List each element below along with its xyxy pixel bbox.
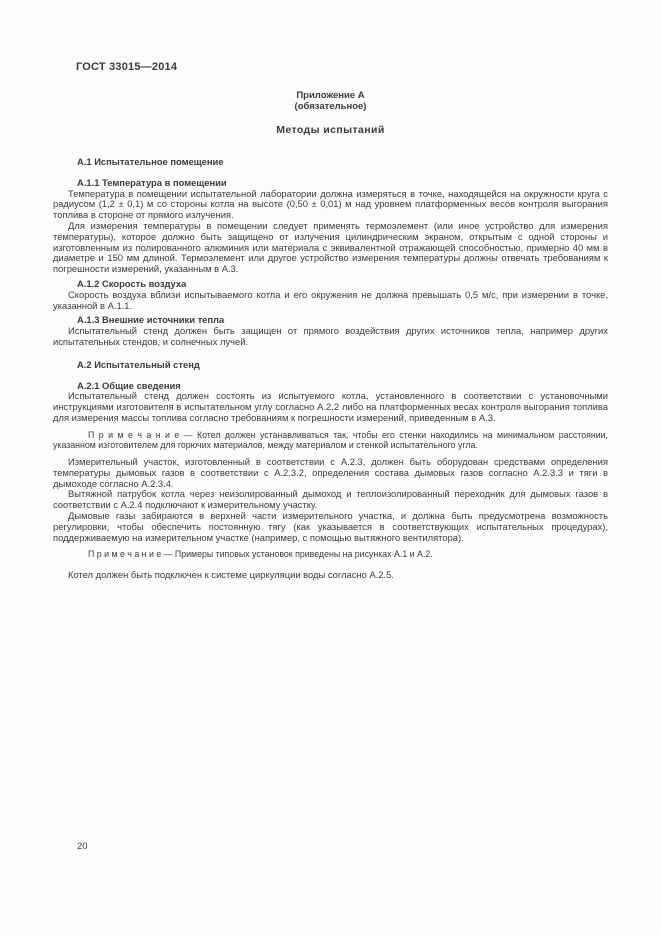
subsection-heading-a2-1: А.2.1 Общие сведения — [77, 379, 181, 391]
body-paragraph-water-circulation: Котел должен быть подключен к системе циркуляции воды согласно А.2.5. — [68, 568, 394, 580]
appendix-title: Методы испытаний — [276, 124, 385, 136]
note-paragraph-boiler-placement: П р и м е ч а н и е — Котел должен устанавливаться так, чтобы его стенки находились на минимальном расстоянии, указанном изготовителем для горючих материалов, между материалом и стенкой испытательного угла. — [53, 429, 608, 451]
running-header: ГОСТ 33015—2014 — [76, 61, 178, 73]
section-heading-a1: А.1 Испытательное помещение — [77, 156, 224, 167]
body-paragraph-room-temperature: Температура в помещении испытательной лаборатории должна измеряться в точке, находящейся на окружности круга с радиусом (1,2 ± 0,1) м со стороны котла на высоте (0,50 ± 0,01) м над уровнем платформенных весов контроля выгорания топлива в стороне от прямого излучения. — [53, 187, 608, 221]
body-paragraph-exhaust-pipe: Вытяжной патрубок котла через неизолированный дымоход и теплоизолированный переходник для дымовых газов в соответствии с А.2.4 подключают к измерительному участку. — [53, 488, 608, 511]
appendix-kind: (обязательное) — [294, 101, 367, 112]
appendix-name: Приложение А — [296, 90, 365, 101]
page-content — [53, 0, 608, 581]
body-paragraph-measuring-section: Измерительный участок, изготовленный в соответствии с А.2.3, должен быть оборудован средствами определения температуры дымовых газов в соответствии с А.2.3.2, определения состава дымовых газов согласно А.2.3.3 и тяги в дымоходе согласно А.2.3.4. — [53, 455, 608, 489]
subsection-heading-a1-1: А.1.1 Температура в помещении — [77, 176, 227, 188]
subsection-heading-a1-2: А.1.2 Скорость воздуха — [77, 277, 187, 289]
section-heading-a2: А.2 Испытательный стенд — [77, 358, 200, 370]
body-paragraph-external-heat: Испытательный стенд должен быть защищен от прямого воздействия других источников тепла, например других испытательных стендов, и солнечных лучей. — [53, 325, 608, 347]
note-paragraph-typical-setups: П р и м е ч а н и е — Примеры типовых установок приведены на рисунках А.1 и А.2. — [88, 549, 433, 560]
body-paragraph-test-stand: Испытательный стенд должен состоять из испытуемого котла, установленного в соответствии с установочными инструкциями изготовителя в испытательном углу согласно А.2.2 либо на платформенных весах контроля выгорания топлива для измерения массы топлива согласно требованиям к погрешности измерений, приведенным в А.3. — [53, 390, 608, 423]
subsection-heading-a1-3: А.1.3 Внешние источники тепла — [77, 314, 225, 326]
page-number: 20 — [77, 841, 88, 852]
body-paragraph-flue-gases: Дымовые газы забираются в верхней части измерительного участка, и должна быть предусмотрена возможность регулировки, чтобы обеспечить постоянную тягу (как указывается в соответствующих испытательных процедурах), поддерживаемую на измерительном участке (например, с помощью вытяжного вентилятора). — [53, 509, 608, 543]
body-paragraph-thermoelement: Для измерения температуры в помещении следует применять термоэлемент (или иное устройство для измерения температуры), которое должно быть защищено от излучения цилиндрическим экраном, открытым с одной стороны и изготовленным из полированного алюминия или материала с эквивалентной отражающей способностью, примерно 40 мм в диаметре и 150 мм длиной. Термоэлемент или другое устройство измерения температуры должны отвечать требованиям к погрешности измерений, указанным в А.3. — [53, 219, 608, 275]
body-paragraph-air-speed: Скорость воздуха вблизи испытываемого котла и его окружения не должна превышать 0,5 м/с, при измерении в точке, указанной в А.1.1. — [53, 288, 608, 311]
